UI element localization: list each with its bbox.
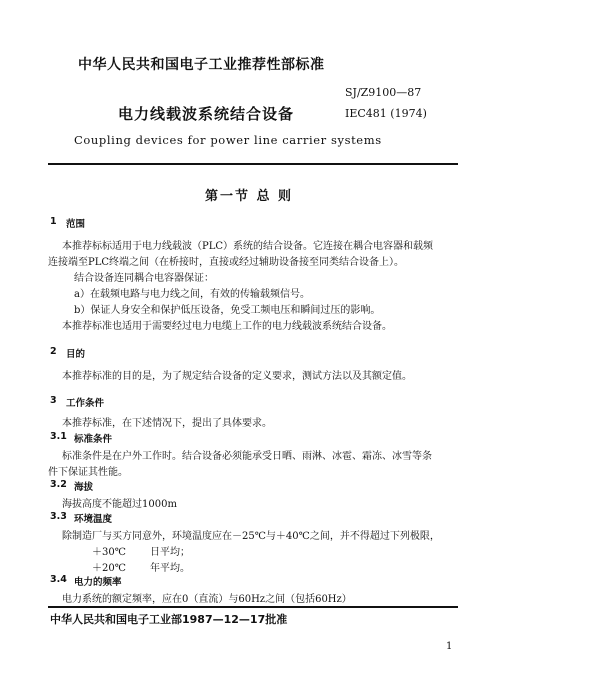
clause-3-2-title: 海拔 xyxy=(74,482,94,493)
clause-2-para-1: 本推荐标准的目的是，为了规定结合设备的定义要求，测试方法以及其额定值。 xyxy=(62,371,412,382)
section-heading: 第一节 总 则 xyxy=(205,189,294,204)
english-title: Coupling devices for power line carrier systems xyxy=(74,133,382,147)
header-divider xyxy=(48,163,458,165)
clause-3-number: 3 xyxy=(50,395,57,406)
temp-limit-2-value: ＋20℃ xyxy=(92,563,126,574)
clause-3-2-line-1: 海拔高度不能超过1000m xyxy=(62,499,177,510)
clause-1-title: 范围 xyxy=(66,219,86,230)
page-number: 1 xyxy=(446,641,453,652)
standard-code: SJ/Z9100—87 xyxy=(345,86,422,99)
clause-3-4-number: 3.4 xyxy=(50,574,67,585)
clause-2-title: 目的 xyxy=(66,349,86,360)
approval-line: 中华人民共和国电子工业部1987—12—17批准 xyxy=(50,613,288,626)
clause-1-para-1-line-1: 本推荐标标适用于电力线载波（PLC）系统的结合设备。它连接在耦合电容器和载频 xyxy=(62,241,434,252)
clause-3-1-line-1: 标准条件是在户外工作时。结合设备必须能承受日晒、雨淋、冰雹、霜冻、冰雪等条 xyxy=(62,451,432,462)
issuing-organization: 中华人民共和国电子工业推荐性部标准 xyxy=(78,57,325,73)
clause-3-1-title: 标准条件 xyxy=(74,434,113,445)
iec-reference: IEC481 (1974) xyxy=(345,107,427,120)
clause-1-number: 1 xyxy=(50,216,57,227)
clause-3-2-number: 3.2 xyxy=(50,479,67,490)
clause-2-number: 2 xyxy=(50,346,57,357)
clause-3-para-1: 本推荐标准，在下述情况下，提出了具体要求。 xyxy=(62,418,272,429)
clause-1-item-b: b）保证人身安全和保护低压设备，免受工频电压和瞬间过压的影响。 xyxy=(74,305,381,316)
clause-3-1-line-2: 件下保证其性能。 xyxy=(48,467,128,478)
clause-3-4-line-1: 电力系统的额定频率，应在0（直流）与60Hz之间（包括60Hz） xyxy=(62,594,352,605)
clause-1-para-2: 结合设备连同耦合电容器保证： xyxy=(74,273,214,284)
temp-limit-1-label: 日平均； xyxy=(150,547,190,558)
clause-1-item-a: a）在载频电路与电力线之间，有效的传输载频信号。 xyxy=(74,289,310,300)
clause-1-para-3: 本推荐标准也适用于需要经过电力电缆上工作的电力线载波系统结合设备。 xyxy=(62,321,392,332)
clause-3-3-number: 3.3 xyxy=(50,511,67,522)
temp-limit-1-value: ＋30℃ xyxy=(92,547,126,558)
clause-3-3-line-1: 除制造厂与买方同意外，环境温度应在－25℃与＋40℃之间，并不得超过下列极限， xyxy=(62,531,440,542)
footer-divider xyxy=(48,606,458,608)
temp-limit-2-label: 年平均。 xyxy=(150,563,190,574)
clause-3-3-title: 环境温度 xyxy=(74,514,113,525)
clause-1-para-1-line-2: 连接端至PLC终端之间（在桥接时，直接或经过辅助设备接至同类结合设备上）。 xyxy=(48,257,405,268)
clause-3-4-title: 电力的频率 xyxy=(74,577,122,588)
clause-3-1-number: 3.1 xyxy=(50,431,67,442)
document-title: 电力线载波系统结合设备 xyxy=(118,105,295,123)
clause-3-title: 工作条件 xyxy=(66,398,105,409)
